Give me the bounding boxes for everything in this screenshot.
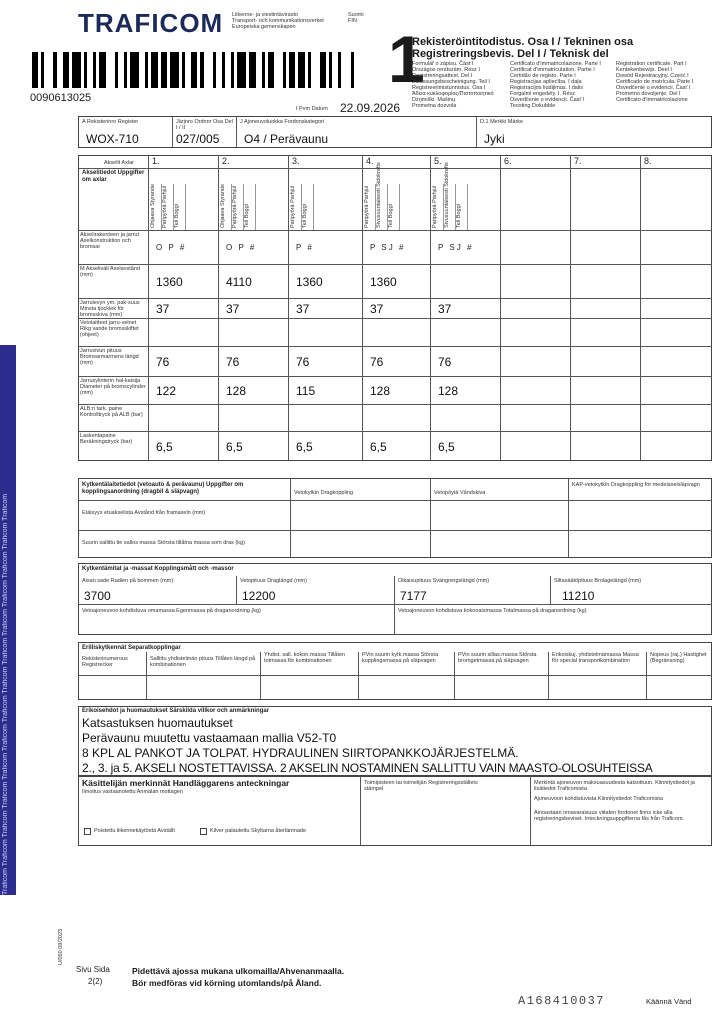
identification-fields: [78, 116, 712, 148]
axle-cell: P SJ #: [438, 243, 474, 252]
office-stamp-label: Toimipisteen tai toimelijän Registreringsställets stämpel: [364, 780, 478, 792]
axle-cell: 37: [370, 302, 384, 316]
language-titles-2: Certificato d'immatricolazione. Parte I Certificat d'immatriculation. Partie I Certidão de registo. Parte I Registracijas apliecība. I daļa Registracijos liudijimas. I dalis Forgalmi engedély. I. Rész Osvedčenie o evidencii. Časť I Teosting Dokubble: [510, 61, 601, 109]
axle-subheader: Ohjaava Styrande: [220, 183, 226, 228]
coupling-dimensions: [78, 563, 712, 635]
swing-length-label: Oikaisupituus Svängningslängd (mm): [398, 578, 490, 584]
axle-column-header: 5.: [434, 156, 442, 166]
axle-column-header: 7.: [574, 156, 582, 166]
axle-cell: 37: [226, 302, 240, 316]
page-number: 2(2): [88, 977, 103, 986]
coupling-title: Kytkentälaitetiedot (vetoauto & perävaunu) Uppgifter om kopplingsanordning (dragbil & släpvagn): [82, 482, 244, 495]
date-label: I Pvm Datum: [296, 106, 328, 112]
page-label: Sivu Sida: [76, 965, 110, 974]
axle-cell: O P #: [226, 243, 257, 252]
axle-subheader: Paripyörä Parhjul: [232, 185, 238, 228]
security-side-strip: Traficom Traficom Traficom Traficom Traficom Traficom Traficom Traficom Traficom Traficom Traficom Traficom Traficom Traficom: [0, 345, 16, 895]
axle-cell: 76: [438, 355, 452, 369]
handler-info-2: Ajoneuvoon kohdistuvista Kiinnitystiedot Traficomista: [534, 796, 664, 802]
axle-subheader: Sivusuuntaisesti Sidokrafts: [376, 162, 382, 228]
turn-page-label: Käännä Vänd: [646, 997, 692, 1006]
axle-column-header: 8.: [644, 156, 652, 166]
axle-cell: 37: [438, 302, 452, 316]
make-label: D.1 Merkki Märke: [480, 119, 524, 125]
separate-speed-label: Nopeus (raj.) Hastighet (Begränsning): [650, 652, 707, 664]
remark-line-1: Katsastuksen huomautukset: [82, 716, 233, 730]
traficom-logo: TRAFICOM: [78, 8, 224, 38]
barcode: [32, 52, 360, 88]
axle-row-label: Laskentapaine Beräkningstryck (bar): [80, 433, 133, 445]
deregistered-checkbox[interactable]: [84, 828, 91, 835]
remark-line-4: 2., 3. ja 5. AKSELI NOSTETTAVISSA. 2 AKSELIN NOSTAMINEN SALLITTU VAIN MAASTO-OLOSUHTEISSA: [82, 761, 653, 775]
registration-number: WOX-710: [86, 132, 139, 146]
language-titles-1: Formulář o zápisu. Část I Országos rendszám. Rész I Registreringsattest. Del I Zulassungsbescheinigung. Teil I Registreerimistunnistus. Osa I Άδεια κυκλοφορίας/Πιστοποιητικό Dzņmiški. Mašinų Prometna dozvola: [412, 61, 494, 109]
axle-cell: 1360: [156, 275, 183, 289]
axle-cell: 122: [156, 384, 177, 398]
sequence-value: 027/005: [176, 132, 220, 146]
axles-header-label: Akselit Axlar: [104, 160, 134, 166]
handler-title: Käsittelijän merkinnät Handläggarens anteckningar: [82, 778, 290, 788]
axle-row-label: Akselirakenteen ja jarrut Axelkonstruktion och bromsar: [80, 232, 140, 250]
coupling-max-mass-label: Suurin sallittu tie sallos massa Största tillåtna massa som dras (kg): [82, 540, 245, 546]
notice-received-label: Ilmoitus vastaanotettu Anmälan mottagen: [82, 789, 183, 795]
axle-cell: 128: [438, 384, 459, 398]
form-title: Rekisteröintitodistus. Osa I / Tekninen osa Registreringsbevis. Del I / Teknisk del: [412, 36, 634, 60]
separate-coupling-mass-label: PVin suurin kytk.massa Största kopplingsmassa på släpvagen: [362, 652, 439, 664]
carry-note-fi: Pidettävä ajossa mukana ulkomailla/Ahvenanmaalla.: [132, 966, 345, 976]
separate-special-mass-label: Erikoiskuj. yhdistelmämassa Massa för special transportkombination: [552, 652, 639, 664]
remarks-title: Erikoisehdot ja huomautukset Särskilda villkor och anmärkningar: [82, 708, 270, 714]
handler-info-3: Ainoastaan omavaraisuus viitaten fordonet finns icke alla registreringsbeviset. Inteckningsuppgifterna fås från Traficom.: [534, 810, 685, 822]
bridge-length-label: Siltasäätöpituus Brolagelängd (mm): [554, 578, 642, 584]
country-code: Suomi FIN: [348, 12, 364, 24]
language-titles-3: Registration certificate. Part I Kentekenbewijs. Deel I Dowód Rejestracyjny. Część I Certificado de matrícula. Parte I Osvedčenie o evidencii. Časť I Prometno dovoljenje. Del I Certificato d'immatricolazione: [616, 61, 694, 103]
coupling-kap-label: KAP-vetokytkin Dragkoppling för medelaxelsläpvagn: [572, 482, 700, 488]
carry-note-sv: Bör medföras vid körning utomlands/på Åland.: [132, 978, 322, 988]
axle-row-label: ALB:n tark. paine Kontrolltryck på ALB (bar): [80, 406, 143, 418]
axle-row-label: Jarrulevyn ym. pak-suus Minsta tjocklek för bromsskiva (mm): [80, 300, 140, 318]
barcode-number: 0090613025: [30, 92, 92, 104]
coupling-drawbar-label: Vetokytkin Dragkoppling: [294, 490, 354, 496]
axle-subheader: Teli Boggi: [174, 204, 180, 228]
axle-cell: 115: [296, 384, 316, 398]
vehicle-make: Jyki: [484, 132, 505, 146]
coupling-dims-title: Kytkentämitat ja -massat Kopplingsmått och -massor: [82, 566, 234, 572]
axle-cell: 6,5: [370, 440, 387, 454]
axle-cell: 6,5: [156, 440, 173, 454]
axle-subheader: Paripyörä Parhjul: [290, 185, 296, 228]
axle-row-label: Jarrusylinterin hal-kaisija Diameter på bromscylinder (mm): [80, 378, 146, 396]
agency-names: Liikenne- ja viestintävirasto Transport- och kommunikationsverket Europeiska gemenskapen: [232, 12, 324, 30]
axle-row-label: Jarruvivun pituus Bromsarmarmens längd (mm): [80, 348, 139, 366]
coupling-total-mass-label: Vetoajoneuvon kohdistuva kokonaismassa Totalmassa på draganordning (kg): [398, 608, 587, 614]
axle-row-label: Vetolaitteet jarru-velnet Rikg vande bromsskiftet (ohjeet): [80, 320, 139, 338]
remark-line-3: 8 KPL AL PANKOT JA TOLPAT. HYDRAULINEN SIIRTOPANKKOJÄRJESTELMÄ.: [82, 746, 519, 760]
axle-cell: 37: [296, 302, 310, 316]
axle-subheader: Teli Boggi: [456, 204, 462, 228]
coupling-distance-label: Etäisyys etuakselista Avstånd från framaxeln (mm): [82, 510, 206, 516]
axle-subheader: Sivusuuntaisesti Sidokrafts: [444, 162, 450, 228]
part-number: 1: [388, 22, 425, 96]
axle-cell: 1360: [370, 275, 397, 289]
drawbar-radius-label: Aisan sade Radien på bommen (mm): [82, 578, 174, 584]
plates-returned-checkbox[interactable]: [200, 828, 207, 835]
axle-section-label: Akselitiedot Uppgifter om axlar: [82, 170, 145, 183]
draw-length: 12200: [242, 589, 276, 603]
axle-cell: 128: [226, 384, 247, 398]
axle-column-header: 2.: [222, 156, 230, 166]
axle-cell: 37: [156, 302, 170, 316]
axle-row-label: M Akseliväli Axelavstånd (mm): [80, 266, 140, 278]
axle-cell: 6,5: [226, 440, 243, 454]
axle-cell: 6,5: [438, 440, 455, 454]
axle-cell: P #: [296, 243, 314, 252]
axle-column-header: 4.: [366, 156, 374, 166]
form-code: U/050 09/2023: [58, 928, 64, 965]
axle-cell: 76: [296, 355, 310, 369]
remark-line-2: Perävaunu muutettu vastaamaan mallia V52-T0: [82, 731, 337, 745]
vehicle-category: O4 / Perävaunu: [244, 132, 329, 146]
drawbar-radius: 3700: [84, 589, 111, 603]
registration-label: A Rekisterinro Register: [82, 119, 139, 125]
serial-number: A168410037: [518, 994, 606, 1008]
separate-reg-label: Rekisterinumerous Registrecker: [82, 656, 128, 668]
plates-returned-label: Kilver palautettu Skyltarna återlämnade: [210, 828, 306, 834]
coupling-fifth-wheel-label: Vetopöytä Vändskiva: [434, 490, 486, 496]
draw-length-label: Vetopituus Draglängd (mm): [240, 578, 307, 584]
category-label: J Ajoneuvoluokka Fordonskategori: [240, 119, 325, 125]
axle-cell: P SJ #: [370, 243, 406, 252]
issue-date: 22.09.2026: [340, 101, 401, 115]
axle-column-header: 3.: [292, 156, 300, 166]
axle-cell: O P #: [156, 243, 187, 252]
axle-cell: 4110: [226, 275, 252, 289]
deregistered-label: Poistettu liikennekäytöstä Avställt: [94, 828, 175, 834]
axle-cell: 128: [370, 384, 391, 398]
axle-column-header: 6.: [504, 156, 512, 166]
separate-title: Erilliskytkennät Separatkopplingar: [82, 645, 181, 651]
separate-length-label: Sallittu yhdistelmän pituus Tillåten längd på kombinationen: [150, 656, 256, 668]
sequence-label: Järjnro Ordnnr Osa Del I / II: [176, 119, 233, 131]
separate-brake-mass-label: PVin suurin sillas.massa Största bromgetmassa på släpvagen: [458, 652, 537, 664]
axle-subheader: Paripyörä Parhjul: [432, 185, 438, 228]
axle-subheader: Paripyörä Parhjul: [364, 185, 370, 228]
axle-column-header: 1.: [152, 156, 160, 166]
handler-info-1: Merkintä ajoneuvon maksuasuudesta katsottuun. Kiinnitystiedot ja lisätiedot Traficomista: [534, 780, 695, 792]
axle-subheader: Teli Boggi: [388, 204, 394, 228]
bridge-length: 11210: [562, 589, 595, 603]
axle-cell: 76: [226, 355, 240, 369]
axle-subheader: Paripyörä Parhjul: [162, 185, 168, 228]
axle-subheader: Ohjaava Styrande: [150, 183, 156, 228]
axle-cell: 76: [156, 355, 170, 369]
axle-cell: 1360: [296, 275, 323, 289]
axle-subheader: Teli Boggi: [302, 204, 308, 228]
axle-cell: 6,5: [296, 440, 313, 454]
swing-length: 7177: [400, 589, 427, 603]
axle-cell: 76: [370, 355, 384, 369]
coupling-own-mass-label: Vetoajoneuvon kohdistuva omamassa Egenmassa på draganordning (kg): [82, 608, 261, 614]
axle-subheader: Teli Boggi: [244, 204, 250, 228]
separate-total-mass-label: Yhdist. sall. kokon.massa Tillåten totmassa för kombinationen: [264, 652, 346, 664]
